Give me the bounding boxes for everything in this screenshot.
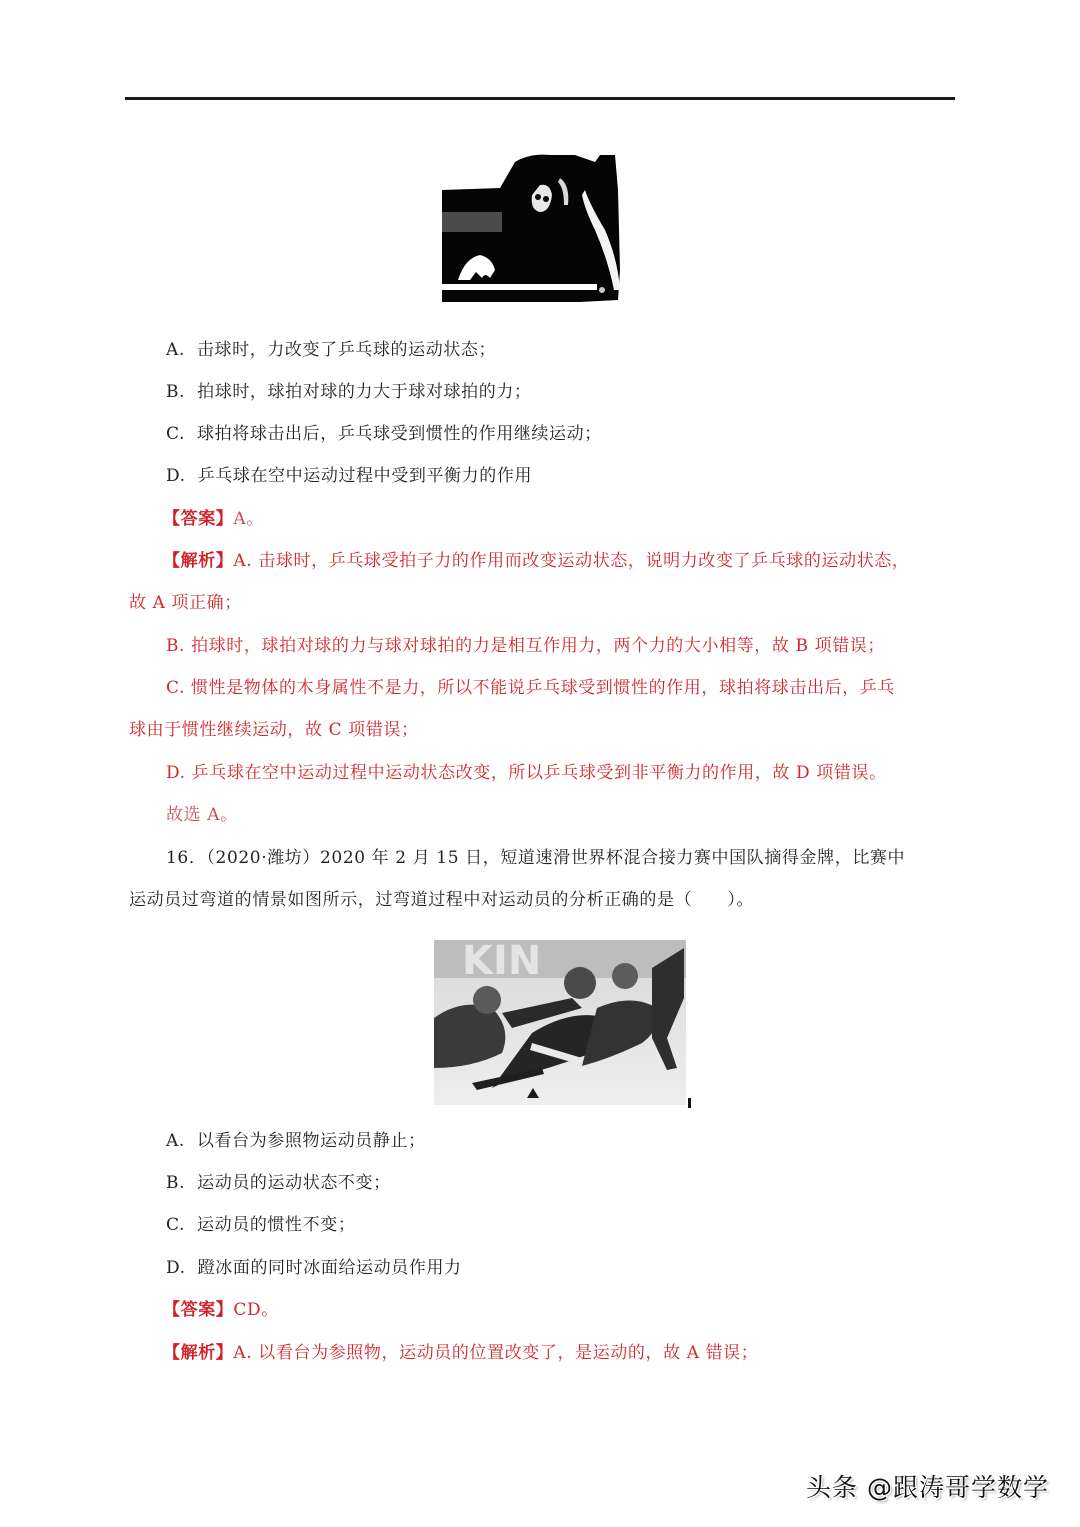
option-letter: A. xyxy=(166,1131,185,1151)
q15-option-d xyxy=(166,464,532,488)
option-text: 拍球时，球拍对球的力大于球对球拍的力； xyxy=(197,382,532,402)
q15-final-choice xyxy=(166,803,238,827)
analysis-text: A. 击球时，乒乓球受拍子力的作用而改变运动状态，说明力改变了乒乓球的运动状态， xyxy=(233,551,910,571)
answer-value: A。 xyxy=(233,509,264,529)
q15-analysis-line-3 xyxy=(166,634,885,658)
option-text: 运动员的运动状态不变； xyxy=(197,1173,391,1193)
option-text: 运动员的惯性不变； xyxy=(197,1215,356,1235)
option-letter: C. xyxy=(166,424,186,444)
option-text: 乒乓球在空中运动过程中受到平衡力的作用 xyxy=(197,466,533,486)
q16-option-c xyxy=(166,1213,355,1237)
option-letter: D. xyxy=(166,1258,186,1278)
q16-answer xyxy=(163,1298,279,1322)
speed-skating-image xyxy=(432,938,694,1113)
option-text: 以看台为参照物运动员静止； xyxy=(196,1131,426,1151)
q15-answer xyxy=(163,507,264,531)
q15-option-b xyxy=(166,380,532,404)
option-text: 击球时，力改变了乒乓球的运动状态； xyxy=(196,340,497,360)
q16-option-a xyxy=(166,1129,426,1153)
svg-text:KIN: KIN xyxy=(462,938,542,984)
analysis-text: D. 乒乓球在空中运动过程中运动状态改变，所以乒乓球受到非平衡力的作用，故 D 项错误。 xyxy=(166,763,887,783)
header-rule xyxy=(125,97,955,100)
q16-option-b xyxy=(166,1171,391,1195)
answer-value: CD。 xyxy=(233,1300,279,1320)
analysis-text: A. 以看台为参照物，运动员的位置改变了，是运动的，故 A 错误； xyxy=(233,1343,759,1363)
analysis-text: 球由于惯性继续运动，故 C 项错误； xyxy=(129,720,419,740)
analysis-label: 【解析】 xyxy=(163,1343,234,1363)
table-tennis-image xyxy=(440,150,676,310)
option-letter: D. xyxy=(166,466,186,486)
analysis-text: 故 A 项正确； xyxy=(129,593,242,613)
q15-analysis-line-4 xyxy=(166,676,895,700)
option-letter: A. xyxy=(166,340,185,360)
table-tennis-figure xyxy=(440,150,676,310)
q15-option-c xyxy=(166,422,602,446)
q16-option-d xyxy=(166,1256,462,1280)
speed-skating-figure xyxy=(432,938,694,1113)
option-letter: B. xyxy=(166,382,186,402)
q15-analysis-line-6 xyxy=(166,761,887,785)
watermark: 头条 @跟涛哥学数学 xyxy=(806,1473,1049,1502)
analysis-label: 【解析】 xyxy=(163,551,234,571)
question-text: 运动员过弯道的情景如图所示，过弯道过程中对运动员的分析正确的是（ ）。 xyxy=(129,890,755,910)
answer-label: 【答案】 xyxy=(163,1300,234,1320)
option-text: 蹬冰面的同时冰面给运动员作用力 xyxy=(197,1258,462,1278)
option-letter: B. xyxy=(166,1173,186,1193)
q16-stem-line-2 xyxy=(129,888,754,912)
q15-analysis-line-1 xyxy=(163,549,910,573)
analysis-text: B. 拍球时，球拍对球的力与球对球拍的力是相互作用力，两个力的大小相等，故 B 项错误； xyxy=(166,636,885,656)
q15-option-a xyxy=(166,338,496,362)
q15-analysis-line-2 xyxy=(129,591,242,615)
analysis-text: 故选 A。 xyxy=(166,805,238,825)
answer-label: 【答案】 xyxy=(163,509,234,529)
option-letter: C. xyxy=(166,1215,186,1235)
q16-stem-line-1 xyxy=(166,846,905,870)
option-text: 球拍将球击出后，乒乓球受到惯性的作用继续运动； xyxy=(197,424,602,444)
q15-analysis-line-5 xyxy=(129,718,419,742)
analysis-text: C. 惯性是物体的木身属性不是力，所以不能说乒乓球受到惯性的作用，球拍将球击出后，乒乓 xyxy=(166,678,896,698)
q16-analysis-line-1 xyxy=(163,1341,758,1365)
question-text: 16．（2020·潍坊）2020 年 2 月 15 日，短道速滑世界杯混合接力赛中国队摘得金牌，比赛中 xyxy=(166,848,906,868)
